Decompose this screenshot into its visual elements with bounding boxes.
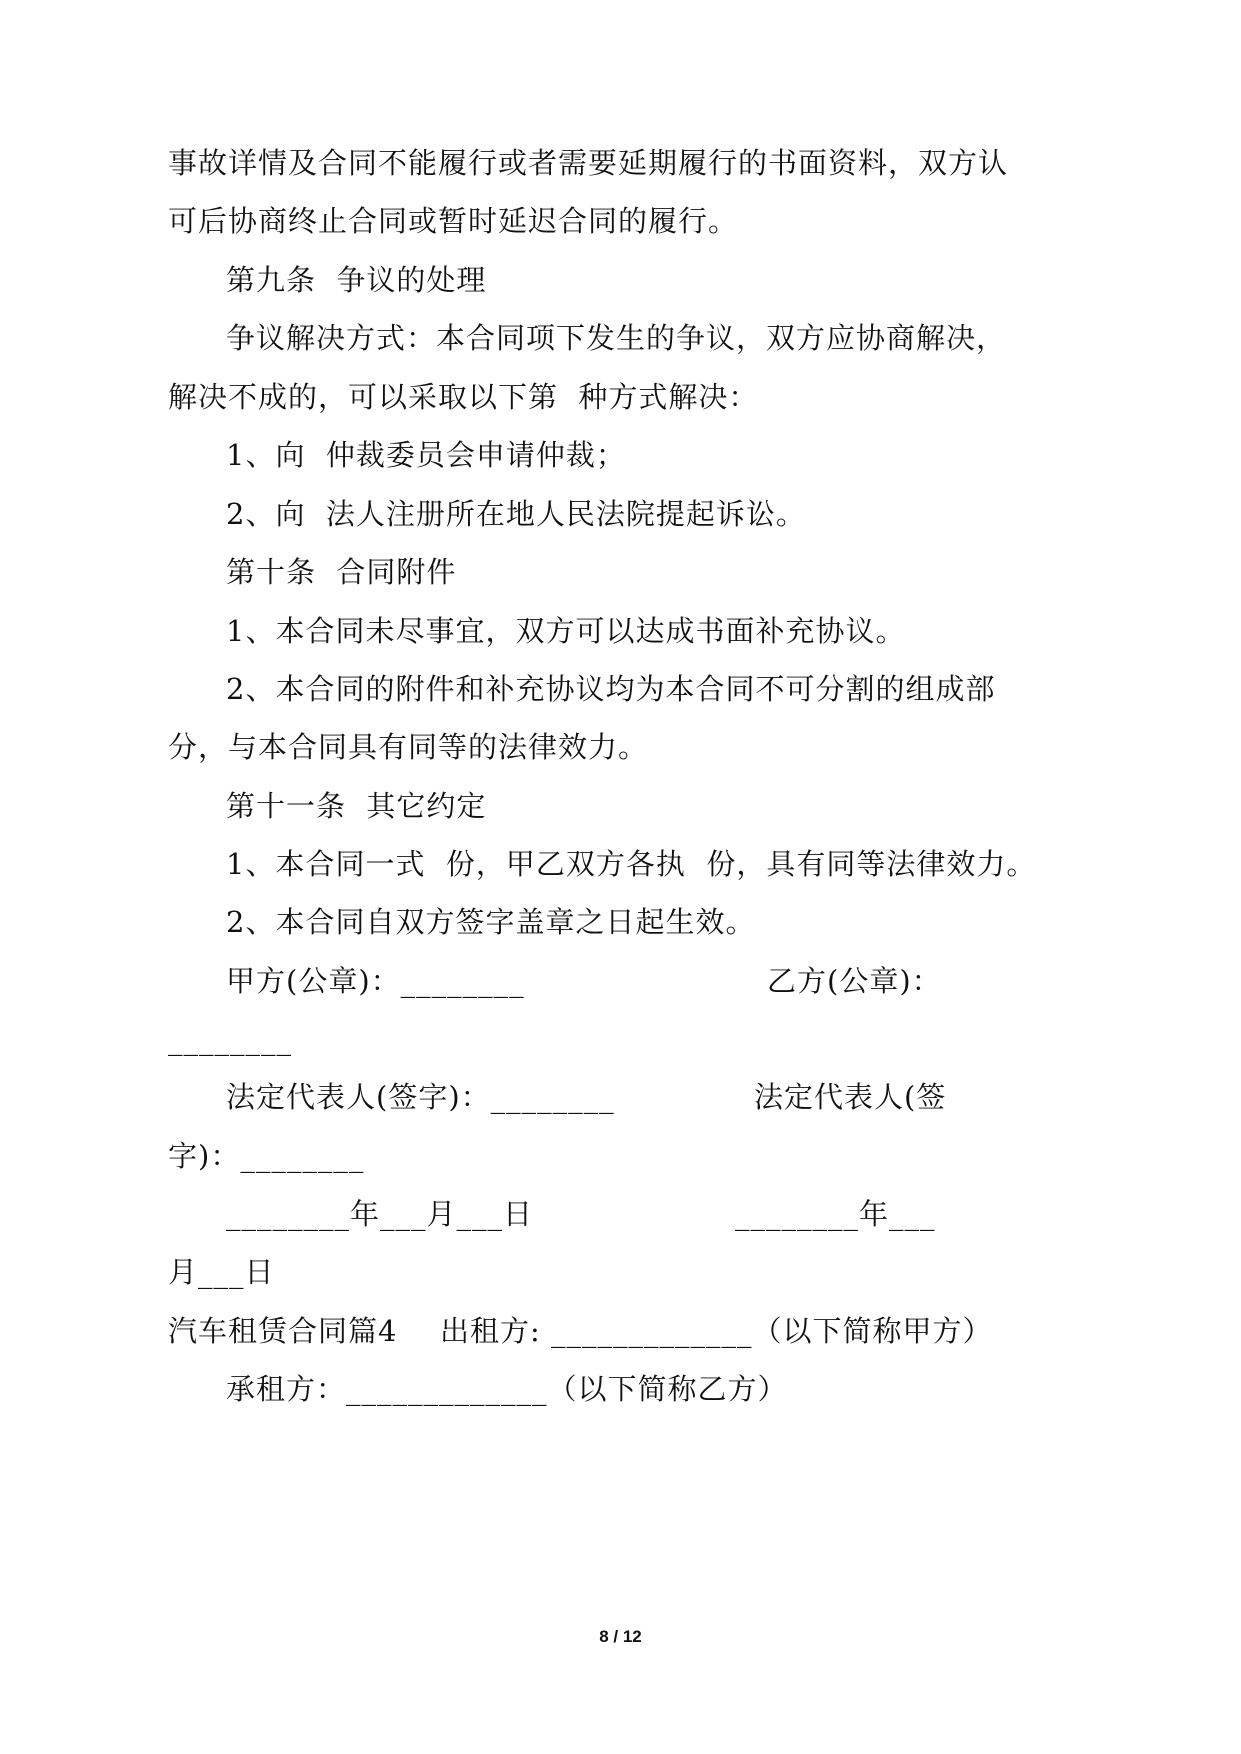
date-blank: 月___日 bbox=[168, 1255, 275, 1289]
party-b-seal-line: 乙方(公章)： bbox=[767, 964, 942, 998]
section-heading: 第十条 合同附件 bbox=[226, 555, 457, 589]
body-line: 争议解决方式：本合同项下发生的争议，双方应协商解决， bbox=[226, 321, 1007, 355]
signature-blank: 字)：________ bbox=[168, 1139, 365, 1173]
list-item: 2、向 法人注册所在地人民法院提起诉讼。 bbox=[226, 497, 806, 531]
list-item: 1、本合同未尽事宜，双方可以达成书面补充协议。 bbox=[226, 614, 906, 648]
party-b-representative-line: 法定代表人(签 bbox=[754, 1080, 947, 1114]
body-line: 分，与本合同具有同等的法律效力。 bbox=[168, 730, 649, 764]
list-item: 1、向 仲裁委员会申请仲裁； bbox=[226, 438, 626, 472]
lessor-line: 出租方: _____________（以下简称甲方） bbox=[440, 1314, 993, 1348]
party-b-date-line: ________年___ bbox=[735, 1197, 936, 1231]
body-line: 可后协商终止合同或暂时延迟合同的履行。 bbox=[168, 204, 739, 238]
list-item: 2、本合同的附件和补充协议均为本合同不可分割的组成部 bbox=[226, 672, 996, 706]
body-line: 事故详情及合同不能履行或者需要延期履行的书面资料，双方认 bbox=[168, 146, 1009, 180]
lessee-line: 承租方：_____________（以下简称乙方） bbox=[226, 1372, 788, 1406]
body-line: 解决不成的，可以采取以下第 种方式解决： bbox=[168, 380, 759, 414]
list-item: 1、本合同一式 份，甲乙双方各执 份，具有同等法律效力。 bbox=[226, 847, 1037, 881]
list-item: 2、本合同自双方签字盖章之日起生效。 bbox=[226, 905, 756, 939]
party-a-seal-line: 甲方(公章)：________ bbox=[226, 964, 525, 998]
section-heading: 第十一条 其它约定 bbox=[226, 789, 487, 823]
party-a-representative-line: 法定代表人(签字)：________ bbox=[226, 1080, 615, 1114]
signature-blank: ________ bbox=[168, 1022, 292, 1056]
contract-title: 汽车租赁合同篇4 bbox=[168, 1314, 398, 1348]
section-heading: 第九条 争议的处理 bbox=[226, 263, 487, 297]
party-a-date-line: ________年___月___日 bbox=[226, 1197, 534, 1231]
page-number: 8 / 12 bbox=[599, 1627, 642, 1646]
